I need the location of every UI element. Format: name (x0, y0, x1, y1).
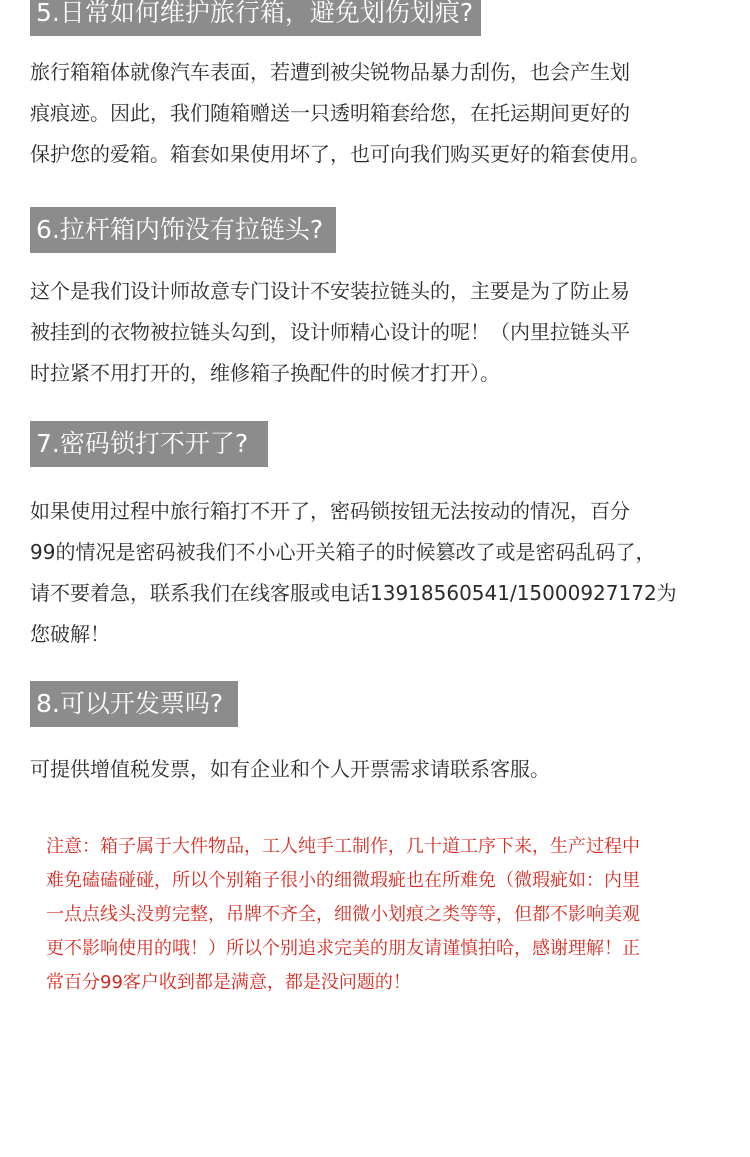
answer-line: 99的情况是密码被我们不小心开关箱子的时候篡改了或是密码乱码了， (30, 540, 656, 564)
answer-line: 痕痕迹。因此，我们随箱赠送一只透明箱套给您，在托运期间更好的 (30, 101, 630, 125)
answer-line: 请不要着急，联系我们在线客服或电话13918560541/15000927172为 (30, 581, 677, 605)
faq-answer-5 (30, 52, 720, 175)
notice-line: 难免磕磕碰碰，所以个别箱子很小的细微瑕疵也在所难免（微瑕疵如：内里 (46, 870, 640, 891)
notice-block (46, 830, 716, 1000)
faq-heading-6: 6.拉杆箱内饰没有拉链头? (30, 207, 336, 253)
notice-line: 一点点线头没剪完整，吊牌不齐全，细微小划痕之类等等，但都不影响美观 (46, 904, 640, 925)
faq-answer-8 (30, 749, 720, 790)
answer-line: 这个是我们设计师故意专门设计不安装拉链头的，主要是为了防止易 (30, 279, 630, 303)
faq-answer-7 (30, 491, 720, 655)
faq-heading-8: 8.可以开发票吗? (30, 681, 238, 727)
answer-line: 旅行箱箱体就像汽车表面，若遭到被尖锐物品暴力刮伤，也会产生划 (30, 60, 630, 84)
faq-heading-5: 5.日常如何维护旅行箱，避免划伤划痕? (30, 0, 481, 36)
answer-line: 可提供增值税发票，如有企业和个人开票需求请联系客服。 (30, 757, 550, 781)
answer-line: 如果使用过程中旅行箱打不开了，密码锁按钮无法按动的情况，百分 (30, 499, 630, 523)
notice-line: 更不影响使用的哦！）所以个别追求完美的朋友请谨慎拍哈，感谢理解！正 (46, 938, 640, 959)
answer-line: 被挂到的衣物被拉链头勾到，设计师精心设计的呢！（内里拉链头平 (30, 320, 630, 344)
faq-answer-6 (30, 271, 720, 394)
faq-heading-7: 7.密码锁打不开了? (30, 421, 268, 467)
notice-line: 注意：箱子属于大件物品，工人纯手工制作，几十道工序下来，生产过程中 (46, 836, 640, 857)
answer-line: 您破解！ (30, 622, 110, 646)
answer-line: 时拉紧不用打开的，维修箱子换配件的时候才打开）。 (30, 361, 500, 385)
notice-line: 常百分99客户收到都是满意，都是没问题的！ (46, 972, 411, 993)
answer-line: 保护您的爱箱。箱套如果使用坏了，也可向我们购买更好的箱套使用。 (30, 142, 650, 166)
